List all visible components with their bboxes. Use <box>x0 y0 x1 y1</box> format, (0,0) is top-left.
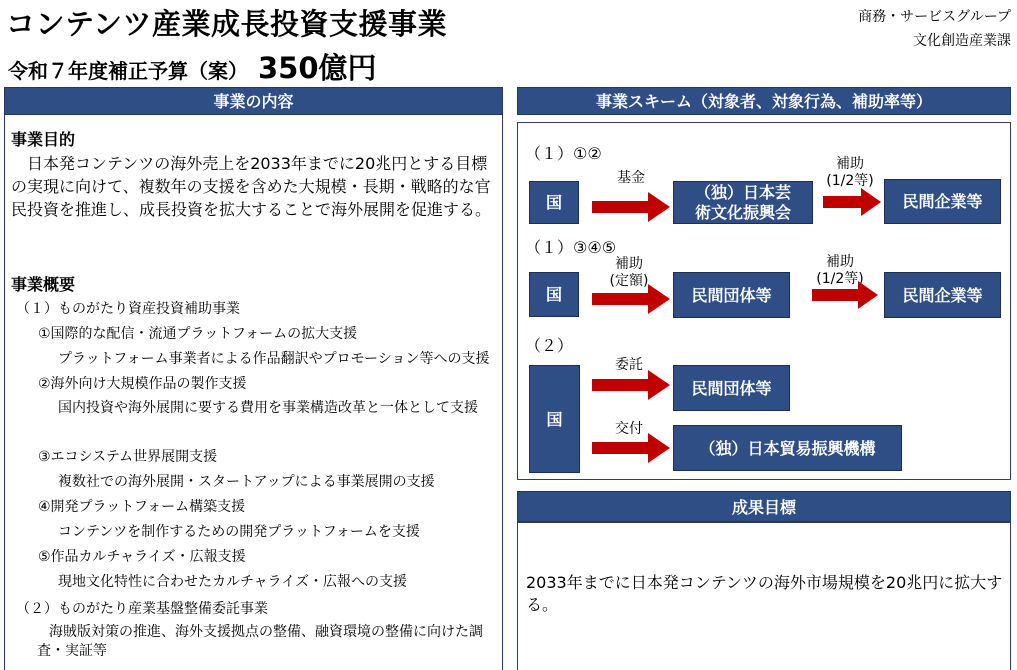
overview-sub-5: ⑤作品カルチャライズ・広報支援 <box>38 549 246 565</box>
g2-arrow-1 <box>592 284 670 314</box>
overview-sub-2-desc: 国内投資や海外展開に要する費用を事業構造改革と一体として支援 <box>58 400 478 416</box>
scheme-group-1-label: （１）①② <box>525 144 602 163</box>
g2-arrow1-label-line1: 補助 <box>615 256 643 272</box>
content-heading: 事業の内容 <box>4 87 503 115</box>
overview-heading: 事業概要 <box>11 275 76 294</box>
g3-org-box: 民間団体等 <box>673 365 790 411</box>
g1-arrow2-label-line2: (1/2等) <box>826 173 874 189</box>
budget-label: 令和７年度補正予算（案） <box>8 59 248 83</box>
g1-jac-box: （独）日本芸術文化振興会 <box>673 181 813 224</box>
budget-amount: 350億円 <box>258 51 377 85</box>
purpose-text: 日本発コンテンツの海外売上を2033年までに20兆円とする目標の実現に向けて、複数年の支援を含めた大規模・長期・戦略的な官民投資を推進し、成長投資を拡大することで海外展開を促進する。 <box>11 154 492 219</box>
g2-arrow2-label-line2: (1/2等) <box>816 271 864 287</box>
overview-sub-1-desc: プラットフォーム事業者による作品翻訳やプロモーション等への支援 <box>58 351 490 367</box>
department-division: 文化創造産業課 <box>913 33 1011 49</box>
g3-jetro-box: （独）日本貿易振興機構 <box>673 425 902 471</box>
overview-item-1: （１）ものがたり資産投資補助事業 <box>16 301 240 317</box>
g2-arrow1-label-line2: (定額) <box>609 273 649 289</box>
g2-org-box: 民間団体等 <box>673 272 790 318</box>
scheme-group-2-label: （１）③④⑤ <box>525 238 617 257</box>
g1-company-box: 民間企業等 <box>884 179 1001 224</box>
g3-arrow-1 <box>592 370 670 400</box>
purpose-heading: 事業目的 <box>11 130 76 149</box>
g2-arrow-2 <box>812 281 878 309</box>
g1-country-box: 国 <box>529 181 579 224</box>
overview-sub-4: ④開発プラットフォーム構築支援 <box>38 499 246 515</box>
overview-sub-2: ②海外向け大規模作品の製作支援 <box>38 376 247 392</box>
g2-country-box: 国 <box>529 272 579 317</box>
department-group: 商務・サービスグループ <box>858 9 1011 25</box>
overview-sub-5-desc: 現地文化特性に合わせたカルチャライズ・広報への支援 <box>58 574 408 590</box>
budget-line <box>8 46 377 87</box>
g1-arrow2-label-line1: 補助 <box>836 156 864 172</box>
g3-arrow-2 <box>592 433 670 463</box>
page-title: コンテンツ産業成長投資支援事業 <box>6 7 448 41</box>
overview-sub-1: ①国際的な配信・流通プラットフォームの拡大支援 <box>38 326 358 342</box>
g1-arrow2-label <box>818 156 882 190</box>
g3-arrow2-label: 交付 <box>615 421 643 437</box>
overview-sub-4-desc: コンテンツを制作するための開発プラットフォームを支援 <box>58 524 420 540</box>
overview-item-2-desc: 海賊版対策の推進、海外支援拠点の整備、融資環境の整備に向けた調査・実証等 <box>37 624 483 659</box>
goal-text: 2033年までに日本発コンテンツの海外市場規模を20兆円に拡大する。 <box>526 573 1003 614</box>
overview-sub-3: ③エコシステム世界展開支援 <box>38 449 218 465</box>
scheme-heading: 事業スキーム（対象者、対象行為、補助率等） <box>517 87 1011 115</box>
g2-arrow2-label-line1: 補助 <box>826 254 854 270</box>
scheme-group-3-label: （２） <box>525 336 574 355</box>
g1-arrow1-label: 基金 <box>617 170 645 186</box>
g3-country-box: 国 <box>529 365 580 473</box>
overview-sub-3-desc: 複数社での海外展開・スタートアップによる事業展開の支援 <box>58 474 435 490</box>
overview-item-2: （２）ものがたり産業基盤整備委託事業 <box>16 601 268 617</box>
g1-arrow-1 <box>592 192 670 222</box>
g3-arrow1-label: 委託 <box>615 357 643 373</box>
g1-arrow-2 <box>823 188 881 216</box>
goal-heading: 成果目標 <box>517 491 1011 522</box>
g2-company-box: 民間企業等 <box>884 272 1001 318</box>
